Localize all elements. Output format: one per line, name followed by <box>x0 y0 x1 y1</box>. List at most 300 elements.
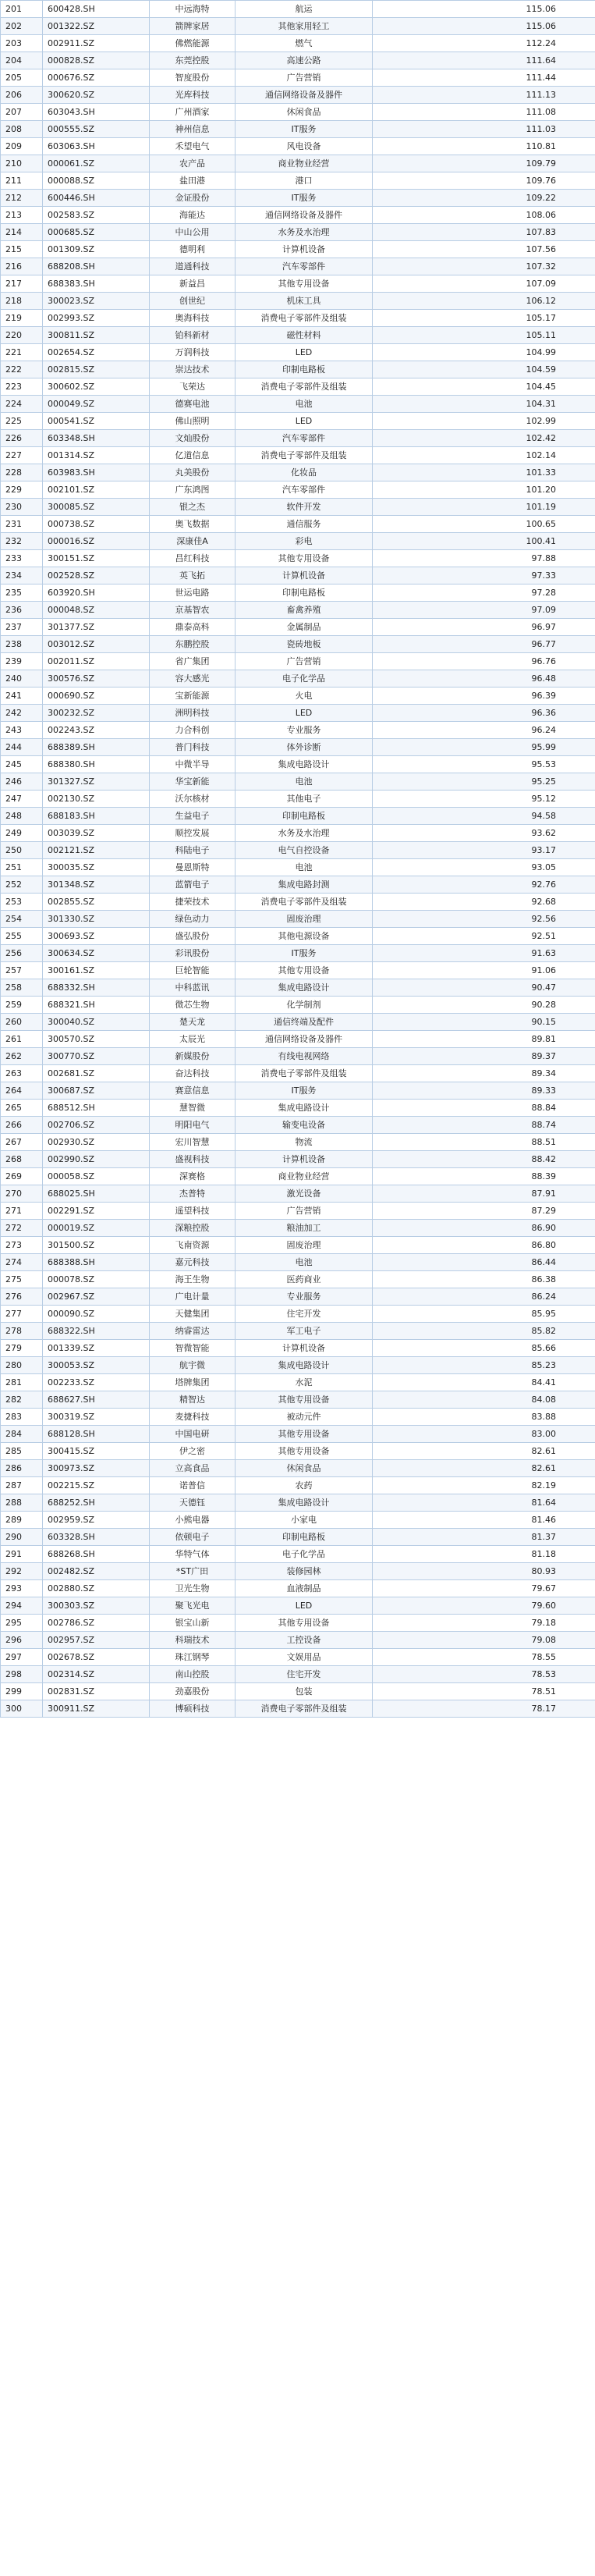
name-cell: 天健集团 <box>150 1306 236 1323</box>
rank-cell: 207 <box>1 104 43 121</box>
value-cell: 78.55 <box>373 1649 595 1666</box>
table-row <box>1 1666 595 1683</box>
name-cell: 禾望电气 <box>150 138 236 155</box>
table-row <box>1 1100 595 1117</box>
rank-cell: 222 <box>1 361 43 378</box>
code-cell: 000676.SZ <box>43 69 150 87</box>
value-cell: 79.18 <box>373 1615 595 1632</box>
industry-cell: 固废治理 <box>236 1237 373 1254</box>
name-cell: 容大感光 <box>150 670 236 688</box>
name-cell: 佛燃能源 <box>150 35 236 52</box>
name-cell: 卫光生物 <box>150 1580 236 1597</box>
rank-cell: 247 <box>1 791 43 808</box>
industry-cell: 激光设备 <box>236 1185 373 1203</box>
code-cell: 000088.SZ <box>43 172 150 190</box>
rank-cell: 220 <box>1 327 43 344</box>
value-cell: 86.24 <box>373 1288 595 1306</box>
table-row <box>1 602 595 619</box>
value-cell: 104.45 <box>373 378 595 396</box>
table-row <box>1 344 595 361</box>
table-row <box>1 1134 595 1151</box>
code-cell: 002911.SZ <box>43 35 150 52</box>
value-cell: 93.62 <box>373 825 595 842</box>
table-row <box>1 327 595 344</box>
industry-cell: 水务及水治理 <box>236 825 373 842</box>
name-cell: 英飞拓 <box>150 567 236 584</box>
rank-cell: 202 <box>1 18 43 35</box>
table-row <box>1 1426 595 1443</box>
value-cell: 95.12 <box>373 791 595 808</box>
value-cell: 88.74 <box>373 1117 595 1134</box>
value-cell: 84.08 <box>373 1391 595 1409</box>
table-row <box>1 35 595 52</box>
name-cell: 塔牌集团 <box>150 1374 236 1391</box>
value-cell: 86.80 <box>373 1237 595 1254</box>
industry-cell: 计算机设备 <box>236 1151 373 1168</box>
industry-cell: 其他专用设备 <box>236 550 373 567</box>
table-row <box>1 1031 595 1048</box>
table-row <box>1 859 595 876</box>
value-cell: 92.51 <box>373 928 595 945</box>
table-row <box>1 584 595 602</box>
code-cell: 300634.SZ <box>43 945 150 962</box>
value-cell: 101.33 <box>373 464 595 481</box>
table-row <box>1 396 595 413</box>
table-row <box>1 104 595 121</box>
value-cell: 97.28 <box>373 584 595 602</box>
table-row <box>1 1306 595 1323</box>
industry-cell: 其他电源设备 <box>236 928 373 945</box>
name-cell: 太辰光 <box>150 1031 236 1048</box>
name-cell: 海能达 <box>150 207 236 224</box>
code-cell: 002482.SZ <box>43 1563 150 1580</box>
table-row <box>1 155 595 172</box>
industry-cell: 电子化学品 <box>236 670 373 688</box>
industry-cell: 风电设备 <box>236 138 373 155</box>
name-cell: 微芯生物 <box>150 997 236 1014</box>
table-row <box>1 18 595 35</box>
rank-cell: 286 <box>1 1460 43 1477</box>
table-row <box>1 636 595 653</box>
table-row <box>1 1237 595 1254</box>
code-cell: 603920.SH <box>43 584 150 602</box>
name-cell: 中山公用 <box>150 224 236 241</box>
rank-cell: 299 <box>1 1683 43 1700</box>
rank-cell: 268 <box>1 1151 43 1168</box>
industry-cell: 文娱用品 <box>236 1649 373 1666</box>
industry-cell: 固废治理 <box>236 911 373 928</box>
industry-cell: 被动元件 <box>236 1409 373 1426</box>
rank-cell: 265 <box>1 1100 43 1117</box>
name-cell: 赛意信息 <box>150 1082 236 1100</box>
industry-cell: 专业服务 <box>236 1288 373 1306</box>
code-cell: 002786.SZ <box>43 1615 150 1632</box>
rank-cell: 228 <box>1 464 43 481</box>
table-row <box>1 1185 595 1203</box>
table-row <box>1 499 595 516</box>
rank-cell: 238 <box>1 636 43 653</box>
rank-cell: 278 <box>1 1323 43 1340</box>
rank-cell: 212 <box>1 190 43 207</box>
rank-cell: 266 <box>1 1117 43 1134</box>
code-cell: 300770.SZ <box>43 1048 150 1065</box>
value-cell: 85.82 <box>373 1323 595 1340</box>
code-cell: 600428.SH <box>43 1 150 18</box>
industry-cell: 装修园林 <box>236 1563 373 1580</box>
name-cell: 顺控发展 <box>150 825 236 842</box>
industry-cell: 集成电路设计 <box>236 756 373 773</box>
name-cell: 海王生物 <box>150 1271 236 1288</box>
value-cell: 79.67 <box>373 1580 595 1597</box>
code-cell: 300687.SZ <box>43 1082 150 1100</box>
name-cell: 盐田港 <box>150 172 236 190</box>
rank-cell: 227 <box>1 447 43 464</box>
table-row <box>1 275 595 293</box>
value-cell: 84.41 <box>373 1374 595 1391</box>
rank-cell: 219 <box>1 310 43 327</box>
table-row <box>1 1203 595 1220</box>
name-cell: 南山控股 <box>150 1666 236 1683</box>
code-cell: 002681.SZ <box>43 1065 150 1082</box>
industry-cell: 血液制品 <box>236 1580 373 1597</box>
table-row <box>1 87 595 104</box>
industry-cell: 印制电路板 <box>236 1529 373 1546</box>
name-cell: 崇达技术 <box>150 361 236 378</box>
table-row <box>1 1254 595 1271</box>
table-row <box>1 1391 595 1409</box>
code-cell: 003012.SZ <box>43 636 150 653</box>
table-row <box>1 378 595 396</box>
code-cell: 000078.SZ <box>43 1271 150 1288</box>
rank-cell: 270 <box>1 1185 43 1203</box>
table-row <box>1 1683 595 1700</box>
name-cell: 箭牌家居 <box>150 18 236 35</box>
name-cell: 洲明科技 <box>150 705 236 722</box>
industry-cell: 金属制品 <box>236 619 373 636</box>
value-cell: 80.93 <box>373 1563 595 1580</box>
industry-cell: 集成电路封测 <box>236 876 373 894</box>
value-cell: 81.64 <box>373 1494 595 1512</box>
industry-cell: 消费电子零部件及组装 <box>236 310 373 327</box>
industry-cell: 工控设备 <box>236 1632 373 1649</box>
industry-cell: 计算机设备 <box>236 241 373 258</box>
code-cell: 002215.SZ <box>43 1477 150 1494</box>
name-cell: 力合科创 <box>150 722 236 739</box>
industry-cell: 小家电 <box>236 1512 373 1529</box>
table-row <box>1 619 595 636</box>
value-cell: 95.99 <box>373 739 595 756</box>
value-cell: 78.51 <box>373 1683 595 1700</box>
industry-cell: 化学制剂 <box>236 997 373 1014</box>
name-cell: 银之杰 <box>150 499 236 516</box>
table-row <box>1 258 595 275</box>
value-cell: 102.14 <box>373 447 595 464</box>
value-cell: 83.00 <box>373 1426 595 1443</box>
rank-cell: 254 <box>1 911 43 928</box>
industry-cell: 体外诊断 <box>236 739 373 756</box>
rank-cell: 296 <box>1 1632 43 1649</box>
industry-cell: 广告营销 <box>236 1203 373 1220</box>
rank-cell: 230 <box>1 499 43 516</box>
table-row <box>1 894 595 911</box>
industry-cell: 通信网络设备及器件 <box>236 87 373 104</box>
value-cell: 107.09 <box>373 275 595 293</box>
rank-cell: 233 <box>1 550 43 567</box>
table-row <box>1 447 595 464</box>
code-cell: 000058.SZ <box>43 1168 150 1185</box>
industry-cell: 医药商业 <box>236 1271 373 1288</box>
code-cell: 688252.SH <box>43 1494 150 1512</box>
industry-cell: 其他家用轻工 <box>236 18 373 35</box>
rank-cell: 272 <box>1 1220 43 1237</box>
code-cell: 002121.SZ <box>43 842 150 859</box>
name-cell: 铂科新材 <box>150 327 236 344</box>
rank-cell: 283 <box>1 1409 43 1426</box>
rank-cell: 248 <box>1 808 43 825</box>
table-row <box>1 653 595 670</box>
value-cell: 91.06 <box>373 962 595 979</box>
value-cell: 83.88 <box>373 1409 595 1426</box>
rank-cell: 237 <box>1 619 43 636</box>
code-cell: 001339.SZ <box>43 1340 150 1357</box>
name-cell: 东鹏控股 <box>150 636 236 653</box>
table-row <box>1 1443 595 1460</box>
table-row <box>1 997 595 1014</box>
value-cell: 88.84 <box>373 1100 595 1117</box>
name-cell: 巨轮智能 <box>150 962 236 979</box>
value-cell: 96.39 <box>373 688 595 705</box>
industry-cell: 计算机设备 <box>236 567 373 584</box>
industry-cell: 商业物业经营 <box>236 1168 373 1185</box>
value-cell: 100.41 <box>373 533 595 550</box>
industry-cell: 彩电 <box>236 533 373 550</box>
industry-cell: LED <box>236 705 373 722</box>
rank-cell: 279 <box>1 1340 43 1357</box>
value-cell: 79.60 <box>373 1597 595 1615</box>
rank-cell: 239 <box>1 653 43 670</box>
code-cell: 300911.SZ <box>43 1700 150 1718</box>
name-cell: 京基智农 <box>150 602 236 619</box>
table-row <box>1 464 595 481</box>
table-row <box>1 756 595 773</box>
rank-cell: 262 <box>1 1048 43 1065</box>
industry-cell: 消费电子零部件及组装 <box>236 1065 373 1082</box>
code-cell: 000685.SZ <box>43 224 150 241</box>
value-cell: 86.38 <box>373 1271 595 1288</box>
rank-cell: 252 <box>1 876 43 894</box>
industry-cell: 集成电路设计 <box>236 1100 373 1117</box>
code-cell: 002957.SZ <box>43 1632 150 1649</box>
value-cell: 87.29 <box>373 1203 595 1220</box>
name-cell: 聚飞光电 <box>150 1597 236 1615</box>
table-row <box>1 1409 595 1426</box>
rank-cell: 232 <box>1 533 43 550</box>
industry-cell: 计算机设备 <box>236 1340 373 1357</box>
name-cell: 智度股份 <box>150 69 236 87</box>
value-cell: 85.23 <box>373 1357 595 1374</box>
name-cell: 创世纪 <box>150 293 236 310</box>
rank-cell: 259 <box>1 997 43 1014</box>
table-row <box>1 1529 595 1546</box>
value-cell: 107.83 <box>373 224 595 241</box>
name-cell: 华宝新能 <box>150 773 236 791</box>
code-cell: 002233.SZ <box>43 1374 150 1391</box>
name-cell: 诺普信 <box>150 1477 236 1494</box>
industry-cell: 休闲食品 <box>236 1460 373 1477</box>
code-cell: 000049.SZ <box>43 396 150 413</box>
code-cell: 002706.SZ <box>43 1117 150 1134</box>
industry-cell: 集成电路设计 <box>236 979 373 997</box>
value-cell: 111.08 <box>373 104 595 121</box>
table-row <box>1 1460 595 1477</box>
industry-cell: 水泥 <box>236 1374 373 1391</box>
value-cell: 95.25 <box>373 773 595 791</box>
code-cell: 688383.SH <box>43 275 150 293</box>
name-cell: 彩讯股份 <box>150 945 236 962</box>
table-row <box>1 722 595 739</box>
industry-cell: 专业服务 <box>236 722 373 739</box>
code-cell: 002880.SZ <box>43 1580 150 1597</box>
code-cell: 688268.SH <box>43 1546 150 1563</box>
value-cell: 109.76 <box>373 172 595 190</box>
table-row <box>1 1632 595 1649</box>
name-cell: 广州酒家 <box>150 104 236 121</box>
industry-cell: 印制电路板 <box>236 808 373 825</box>
industry-cell: 有线电视网络 <box>236 1048 373 1065</box>
table-row <box>1 138 595 155</box>
code-cell: 002930.SZ <box>43 1134 150 1151</box>
code-cell: 688388.SH <box>43 1254 150 1271</box>
industry-cell: 电气自控设备 <box>236 842 373 859</box>
code-cell: 000828.SZ <box>43 52 150 69</box>
code-cell: 688208.SH <box>43 258 150 275</box>
industry-cell: 商业物业经营 <box>236 155 373 172</box>
name-cell: 飞南资源 <box>150 1237 236 1254</box>
value-cell: 102.42 <box>373 430 595 447</box>
value-cell: 89.81 <box>373 1031 595 1048</box>
table-row <box>1 791 595 808</box>
value-cell: 95.53 <box>373 756 595 773</box>
rank-cell: 275 <box>1 1271 43 1288</box>
rank-cell: 263 <box>1 1065 43 1082</box>
industry-cell: 电池 <box>236 1254 373 1271</box>
name-cell: 道通科技 <box>150 258 236 275</box>
rank-cell: 288 <box>1 1494 43 1512</box>
industry-cell: 其他专用设备 <box>236 1391 373 1409</box>
value-cell: 89.34 <box>373 1065 595 1082</box>
value-cell: 87.91 <box>373 1185 595 1203</box>
table-row <box>1 739 595 756</box>
code-cell: 000690.SZ <box>43 688 150 705</box>
value-cell: 94.58 <box>373 808 595 825</box>
code-cell: 688512.SH <box>43 1100 150 1117</box>
rank-cell: 241 <box>1 688 43 705</box>
code-cell: 301330.SZ <box>43 911 150 928</box>
table-row <box>1 361 595 378</box>
name-cell: 沃尔核材 <box>150 791 236 808</box>
rank-cell: 223 <box>1 378 43 396</box>
industry-cell: 化妆品 <box>236 464 373 481</box>
code-cell: 301377.SZ <box>43 619 150 636</box>
rank-cell: 258 <box>1 979 43 997</box>
table-row <box>1 1494 595 1512</box>
table-row <box>1 945 595 962</box>
code-cell: 001314.SZ <box>43 447 150 464</box>
value-cell: 105.17 <box>373 310 595 327</box>
rank-cell: 210 <box>1 155 43 172</box>
value-cell: 88.51 <box>373 1134 595 1151</box>
table-row <box>1 1323 595 1340</box>
name-cell: 奥海科技 <box>150 310 236 327</box>
name-cell: 深赛格 <box>150 1168 236 1185</box>
name-cell: 精智达 <box>150 1391 236 1409</box>
table-row <box>1 224 595 241</box>
rank-cell: 236 <box>1 602 43 619</box>
name-cell: 绿色动力 <box>150 911 236 928</box>
industry-cell: 磁性材料 <box>236 327 373 344</box>
industry-cell: 火电 <box>236 688 373 705</box>
industry-cell: 粮油加工 <box>236 1220 373 1237</box>
industry-cell: 汽车零部件 <box>236 481 373 499</box>
industry-cell: 软件开发 <box>236 499 373 516</box>
industry-cell: 通信网络设备及器件 <box>236 1031 373 1048</box>
value-cell: 109.22 <box>373 190 595 207</box>
table-row <box>1 121 595 138</box>
code-cell: 300161.SZ <box>43 962 150 979</box>
name-cell: 广东鸿图 <box>150 481 236 499</box>
name-cell: 世运电路 <box>150 584 236 602</box>
name-cell: 宝新能源 <box>150 688 236 705</box>
name-cell: 智微智能 <box>150 1340 236 1357</box>
rank-cell: 201 <box>1 1 43 18</box>
rank-cell: 224 <box>1 396 43 413</box>
code-cell: 301500.SZ <box>43 1237 150 1254</box>
code-cell: 300232.SZ <box>43 705 150 722</box>
rank-cell: 257 <box>1 962 43 979</box>
name-cell: 慧智微 <box>150 1100 236 1117</box>
rank-cell: 284 <box>1 1426 43 1443</box>
table-row <box>1 1597 595 1615</box>
value-cell: 110.81 <box>373 138 595 155</box>
rank-cell: 243 <box>1 722 43 739</box>
industry-cell: 军工电子 <box>236 1323 373 1340</box>
table-row <box>1 69 595 87</box>
rank-cell: 249 <box>1 825 43 842</box>
code-cell: 002314.SZ <box>43 1666 150 1683</box>
table-row <box>1 1340 595 1357</box>
rank-cell: 251 <box>1 859 43 876</box>
name-cell: 劲嘉股份 <box>150 1683 236 1700</box>
industry-cell: 港口 <box>236 172 373 190</box>
industry-cell: 航运 <box>236 1 373 18</box>
code-cell: 300602.SZ <box>43 378 150 396</box>
value-cell: 96.24 <box>373 722 595 739</box>
value-cell: 104.59 <box>373 361 595 378</box>
table-row <box>1 1 595 18</box>
code-cell: 300035.SZ <box>43 859 150 876</box>
code-cell: 002583.SZ <box>43 207 150 224</box>
name-cell: 嘉元科技 <box>150 1254 236 1271</box>
code-cell: 002291.SZ <box>43 1203 150 1220</box>
code-cell: 001309.SZ <box>43 241 150 258</box>
table-row <box>1 1374 595 1391</box>
code-cell: 002990.SZ <box>43 1151 150 1168</box>
table-row <box>1 1563 595 1580</box>
name-cell: 麦捷科技 <box>150 1409 236 1426</box>
industry-cell: 其他专用设备 <box>236 1615 373 1632</box>
code-cell: 003039.SZ <box>43 825 150 842</box>
value-cell: 92.68 <box>373 894 595 911</box>
